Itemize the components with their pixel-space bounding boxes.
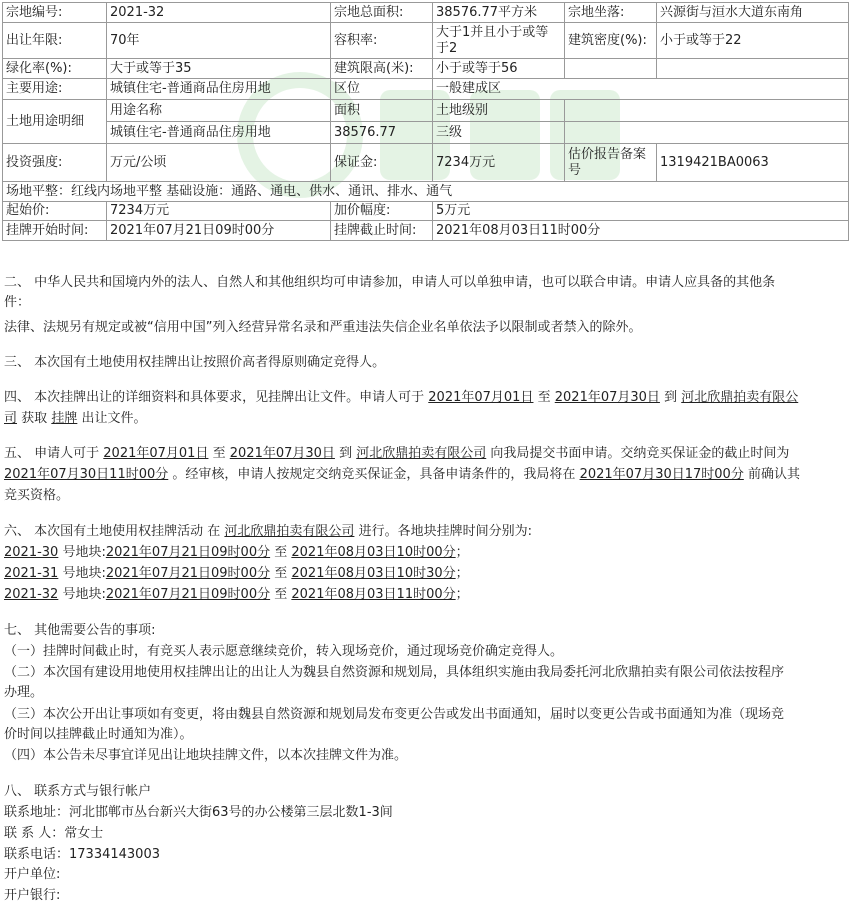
table-cell: 2021年07月21日09时00分 bbox=[107, 221, 331, 241]
org-link[interactable]: 河北欣鼎拍卖有限公 bbox=[681, 390, 799, 405]
table-cell bbox=[657, 59, 849, 79]
section-5-line bbox=[4, 464, 846, 486]
link[interactable]: 挂牌 bbox=[51, 411, 78, 426]
section-4-line bbox=[4, 387, 846, 409]
section-7-item: （二）本次国有建设用地使用权挂牌出让的出让人为魏县自然资源和规划局，具体组织实施由我局委托河北欣鼎拍卖有限公司依法按程序 bbox=[4, 665, 785, 680]
text: 前确认其 bbox=[747, 467, 800, 482]
text: 出让文件。 bbox=[81, 411, 147, 426]
table-cell: 大于1并且小于或等于2 bbox=[433, 23, 565, 59]
org-link[interactable]: 河北欣鼎拍卖有限公司 bbox=[224, 524, 355, 539]
org-link[interactable]: 司 bbox=[4, 411, 18, 426]
date-link[interactable]: 2021年07月30日17时00分 bbox=[579, 467, 744, 482]
parcel-id-link[interactable]: 2021-30 bbox=[4, 545, 59, 560]
table-cell: 土地级别 bbox=[433, 100, 565, 122]
table-cell: 宗地坐落: bbox=[565, 3, 657, 23]
text: 。经审核，申请人按规定交纳竞买保证金，具备申请条件的，我局将在 bbox=[172, 467, 576, 482]
text: 到 bbox=[664, 390, 678, 405]
table-cell: 宗地编号: bbox=[3, 3, 107, 23]
table-row bbox=[3, 202, 849, 221]
text: 向我局提交书面申请。交纳竞买保证金的截止时间为 bbox=[490, 446, 790, 461]
table-cell: 38576.77平方米 bbox=[433, 3, 565, 23]
table-row bbox=[3, 144, 849, 182]
section-7-item: 价时间以挂牌截止时通知为准）。 bbox=[4, 727, 193, 742]
table-cell: 挂牌截止时间: bbox=[331, 221, 433, 241]
section-2-line: 二、 中华人民共和国境内外的法人、自然人和其他组织均可申请参加，申请人可以单独申请，也可以联合申请。申请人应具备的其他条 bbox=[4, 275, 776, 290]
table-row bbox=[3, 59, 849, 79]
section-6-line bbox=[4, 521, 846, 543]
date-link[interactable]: 2021年07月30日11时00分 bbox=[4, 467, 169, 482]
date-link[interactable]: 2021年07月21日09时00分 bbox=[105, 587, 271, 602]
text: 号地块: bbox=[58, 587, 106, 602]
section-2-line: 件： bbox=[4, 295, 31, 310]
date-link[interactable]: 2021年07月21日09时00分 bbox=[105, 545, 271, 560]
table-cell: 城镇住宅-普通商品住房用地 bbox=[107, 79, 331, 100]
contact-person: 联 系 人：常女士 bbox=[4, 826, 104, 841]
section-7-title: 七、 其他需要公告的事项: bbox=[4, 623, 156, 638]
table-cell: 2021年08月03日11时00分 bbox=[433, 221, 849, 241]
table-cell: 5万元 bbox=[433, 202, 849, 221]
date-link[interactable]: 2021年07月01日 bbox=[103, 446, 209, 461]
org-link[interactable]: 河北欣鼎拍卖有限公司 bbox=[356, 446, 487, 461]
table-row bbox=[3, 221, 849, 241]
section-7-item: （四）本公告未尽事宜详见出让地块挂牌文件，以本次挂牌文件为准。 bbox=[4, 748, 408, 763]
table-cell: 7234万元 bbox=[433, 144, 565, 182]
table-cell: 保证金: bbox=[331, 144, 433, 182]
text: 进行。各地块挂牌时间分别为: bbox=[358, 524, 532, 539]
text: 至 bbox=[270, 566, 292, 581]
table-cell: 1319421BA0063 bbox=[657, 144, 849, 182]
date-link[interactable]: 2021年07月30日 bbox=[554, 390, 660, 405]
table-cell: 三级 bbox=[433, 122, 565, 144]
table-cell: 38576.77 bbox=[331, 122, 433, 144]
table-cell: 2021-32 bbox=[107, 3, 331, 23]
table-row bbox=[3, 23, 849, 59]
text: 至 bbox=[212, 446, 226, 461]
section-5-line: 竞买资格。 bbox=[4, 488, 70, 503]
section-7-item: （一）挂牌时间截止时，有竞买人表示愿意继续竞价，转入现场竞价，通过现场竞价确定竞得人。 bbox=[4, 644, 564, 659]
table-cell: 城镇住宅-普通商品住房用地 bbox=[107, 122, 331, 144]
section-7-item: 办理。 bbox=[4, 685, 44, 700]
text: 获取 bbox=[21, 411, 48, 426]
date-link[interactable]: 2021年08月03日10时00分 bbox=[291, 545, 456, 560]
table-cell: 挂牌开始时间: bbox=[3, 221, 107, 241]
table-cell: 一般建成区 bbox=[433, 79, 849, 100]
date-link[interactable]: 2021年07月21日09时00分 bbox=[105, 566, 271, 581]
table-cell bbox=[565, 122, 849, 144]
schedule-row bbox=[4, 542, 846, 564]
parcel-id-link[interactable]: 2021-31 bbox=[4, 566, 59, 581]
table-cell: 70年 bbox=[107, 23, 331, 59]
table-cell: 投资强度: bbox=[3, 144, 107, 182]
table-cell: 大于或等于35 bbox=[107, 59, 331, 79]
text: 至 bbox=[270, 545, 292, 560]
section-2-line: 法律、法规另有规定或被“信用中国”列入经营异常名录和严重违法失信企业名单依法予以限制或者禁入的除外。 bbox=[4, 320, 642, 335]
land-parcel-table bbox=[2, 2, 849, 241]
text: ； bbox=[455, 545, 469, 560]
text: 到 bbox=[339, 446, 353, 461]
text: 号地块: bbox=[58, 545, 106, 560]
schedule-row bbox=[4, 563, 846, 585]
schedule-row bbox=[4, 584, 846, 606]
table-cell: 小于或等于56 bbox=[433, 59, 565, 79]
table-cell: 用途名称 bbox=[107, 100, 331, 122]
contact-address: 联系地址：河北邯郸市丛台新兴大街63号的办公楼第三层北数1-3间 bbox=[4, 805, 393, 820]
table-cell: 土地用途明细 bbox=[3, 100, 107, 144]
text: ； bbox=[455, 566, 469, 581]
table-cell: 宗地总面积: bbox=[331, 3, 433, 23]
table-row bbox=[3, 182, 849, 202]
table-cell: 绿化率(%): bbox=[3, 59, 107, 79]
section-4-line bbox=[4, 408, 846, 430]
date-link[interactable]: 2021年08月03日11时00分 bbox=[291, 587, 456, 602]
date-link[interactable]: 2021年07月30日 bbox=[229, 446, 335, 461]
table-cell: 出让年限: bbox=[3, 23, 107, 59]
table-cell bbox=[565, 59, 657, 79]
text: 六、 本次国有土地使用权挂牌活动 在 bbox=[4, 524, 221, 539]
table-cell: 面积 bbox=[331, 100, 433, 122]
section-5-line bbox=[4, 443, 846, 465]
parcel-id-link[interactable]: 2021-32 bbox=[4, 587, 59, 602]
table-cell: 区位 bbox=[331, 79, 433, 100]
table-cell: 建筑密度(%): bbox=[565, 23, 657, 59]
text: 四、 本次挂牌出让的详细资料和具体要求，见挂牌出让文件。申请人可于 bbox=[4, 390, 425, 405]
text: ； bbox=[455, 587, 469, 602]
date-link[interactable]: 2021年07月01日 bbox=[428, 390, 534, 405]
text: 至 bbox=[537, 390, 551, 405]
table-cell: 估价报告备案号 bbox=[565, 144, 657, 182]
table-row bbox=[3, 3, 849, 23]
account-bank: 开户银行: bbox=[4, 888, 61, 903]
contact-phone: 联系电话：17334143003 bbox=[4, 847, 160, 862]
text: 至 bbox=[270, 587, 292, 602]
section-8-title: 八、 联系方式与银行帐户 bbox=[4, 784, 152, 799]
table-cell: 起始价: bbox=[3, 202, 107, 221]
table-cell: 万元/公顷 bbox=[107, 144, 331, 182]
table-cell: 主要用途: bbox=[3, 79, 107, 100]
section-7-item: （三）本次公开出让事项如有变更，将由魏县自然资源和规划局发布变更公告或发出书面通知，届时以变更公告或书面通知为准（现场竞 bbox=[4, 707, 785, 722]
table-cell: 加价幅度: bbox=[331, 202, 433, 221]
table-cell: 小于或等于22 bbox=[657, 23, 849, 59]
table-row bbox=[3, 79, 849, 100]
table-cell bbox=[565, 100, 849, 122]
table-cell: 建筑限高(米): bbox=[331, 59, 433, 79]
date-link[interactable]: 2021年08月03日10时30分 bbox=[291, 566, 456, 581]
account-unit: 开户单位: bbox=[4, 867, 61, 882]
table-cell: 兴源街与洹水大道东南角 bbox=[657, 3, 849, 23]
text: 号地块: bbox=[58, 566, 106, 581]
section-3-line: 三、 本次国有土地使用权挂牌出让按照价高者得原则确定竞得人。 bbox=[4, 355, 386, 370]
table-row bbox=[3, 122, 849, 144]
table-cell: 7234万元 bbox=[107, 202, 331, 221]
table-cell: 容积率: bbox=[331, 23, 433, 59]
text: 五、 申请人可于 bbox=[4, 446, 100, 461]
table-cell: 场地平整：红线内场地平整 基础设施：通路、通电、供水、通讯、排水、通气 bbox=[3, 182, 849, 202]
table-row bbox=[3, 100, 849, 122]
